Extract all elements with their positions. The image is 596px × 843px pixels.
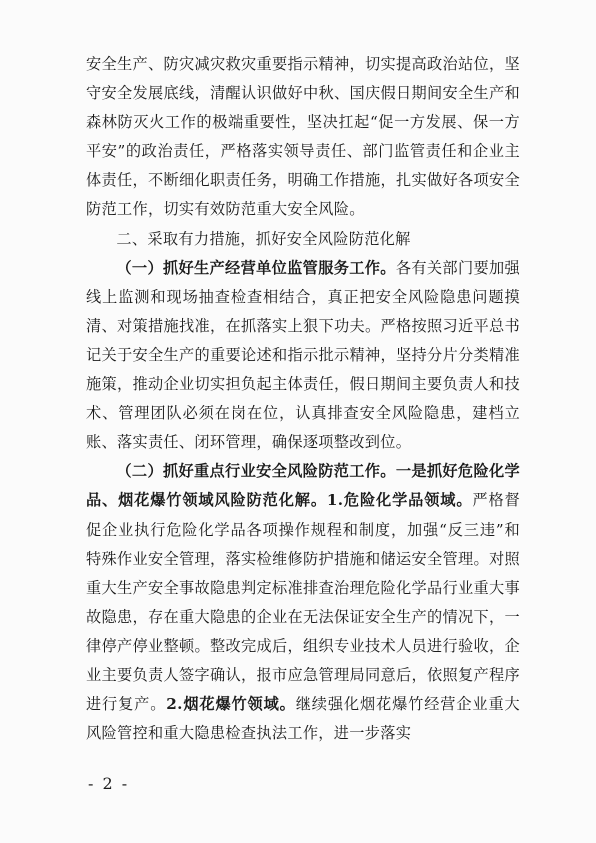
paragraph-2 <box>86 254 520 458</box>
paragraph-2-text: 各有关部门要加强线上监测和现场抽查检查相结合，真正把安全风险隐患问题摸清、对策措施找准，在抓落实上狠下功夫。严格按照习近平总书记关于安全生产的重要论述和指示批示精神，坚持分片分类精准施策，推动企业切实担负起主体责任，假日期间主要负责人和技术、管理团队必须在岗在位，认真排查安全风险隐患，建档立账、落实责任、闭环管理，确保逐项整改到位。 <box>86 258 521 452</box>
paragraph-2-title: （一）抓好生产经营单位监管服务工作。 <box>116 258 396 277</box>
paragraph-3 <box>86 457 520 748</box>
page-number: - 2 - <box>88 774 130 793</box>
paragraph-3-title: （二）抓好重点行业安全风险防范工作。一是抓好危险化学品、烟花爆竹领域风险防范化解。1.危险化学品领域。 <box>86 462 520 510</box>
document-body <box>86 50 520 748</box>
paragraph-3-text-2: 继续强化烟花爆竹经营企业重大风险管控和重大隐患检查执法工作，进一步落实 <box>86 695 521 743</box>
section-heading-2: 二、采取有力措施，抓好安全风险防范化解 <box>116 229 411 248</box>
paragraph-1: 安全生产、防灾减灾救灾重要指示精神，切实提高政治站位，坚守安全发展底线，清醒认识做好中秋、国庆假日期间安全生产和森林防灭火工作的极端重要性，坚决扛起“促一方发展、保一方平安”的政治责任，严格落实领导责任、部门监管责任和企业主体责任，不断细化职责任务，明确工作措施，扎实做好各项安全防范工作，切实有效防范重大安全风险。 <box>86 55 520 219</box>
paragraph-3-title-2: 2.烟花爆竹领域。 <box>166 695 296 714</box>
paragraph-3-text: 严格督促企业执行危险化学品各项操作规程和制度，加强“反三违”和特殊作业安全管理，落实检维修防护措施和储运安全管理。对照重大生产安全事故隐患判定标准排查治理危险化学品行业重大事故隐患，存在重大隐患的企业在无法保证安全生产的情况下，一律停产停业整顿。整改完成后，组织专业技术人员进行验收，企业主要负责人签字确认，报市应急管理局同意后，依照复产程序进行复产。 <box>86 491 520 714</box>
